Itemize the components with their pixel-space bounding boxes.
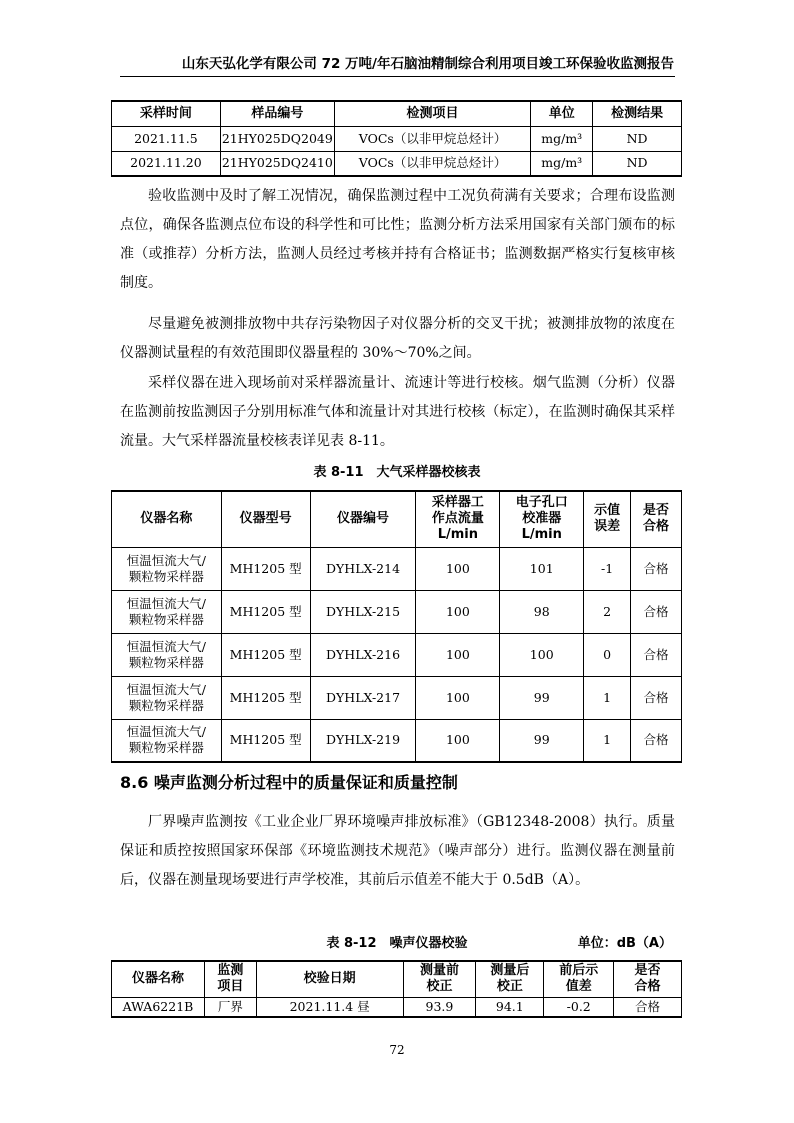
t811-cell: DYHLX-214: [310, 547, 416, 590]
voc-sample-id: 21HY025DQ2410: [220, 151, 334, 176]
voc-unit: mg/m³: [531, 151, 593, 176]
voc-date: 2021.11.5: [112, 126, 221, 151]
t812-cell: 94.1: [476, 997, 544, 1017]
page-header: 山东天弘化学有限公司 72 万吨/年石脑油精制综合利用项目竣工环保验收监测报告: [181, 56, 674, 72]
t811-header-cell: 仪器型号: [221, 491, 310, 547]
t811-cell: MH1205 型: [221, 633, 310, 676]
paragraph-3: 采样仪器在进入现场前对采样器流量计、流速计等进行校核。烟气监测（分析）仪器在监测前按监测因子分别用标准气体和流量计对其进行校核（标定），在监测时确保其采样流量。大气采样器流量校核表详见表 8-11。: [120, 375, 675, 449]
voc-result: ND: [593, 151, 682, 176]
voc-table: [111, 100, 682, 177]
t811-cell: 100: [416, 719, 500, 762]
t812-header-cell: 校验日期: [256, 961, 403, 997]
voc-sample-id: 21HY025DQ2049: [220, 126, 334, 151]
t811-cell: DYHLX-219: [310, 719, 416, 762]
t811-cell: 0: [584, 633, 631, 676]
t811-cell: -1: [584, 547, 631, 590]
t812-header-cell: 仪器名称: [112, 961, 205, 997]
t811-cell: 101: [500, 547, 584, 590]
voc-header-cell: 样品编号: [220, 101, 334, 126]
t812-cell: AWA6221B: [112, 997, 205, 1017]
voc-result: ND: [593, 126, 682, 151]
table-row: [112, 151, 682, 176]
t812-cell: 合格: [614, 997, 682, 1017]
t811-header-cell: 采样器工 作点流量 L/min: [416, 491, 500, 547]
t811-cell: 合格: [631, 719, 682, 762]
t811-cell: MH1205 型: [221, 547, 310, 590]
t811-cell: DYHLX-217: [310, 676, 416, 719]
table-8-12-unit: 单位：dB（A）: [577, 936, 672, 951]
paragraph-1: 验收监测中及时了解工况情况，确保监测过程中工况负荷满有关要求；合理布设监测点位，确保各监测点位布设的科学性和可比性；监测分析方法采用国家有关部门颁布的标准（或推荐）分析方法，监测人员经过考核并持有合格证书；监测数据严格实行复核审核制度。: [120, 188, 675, 291]
voc-header-cell: 检测结果: [593, 101, 682, 126]
t811-cell: 2: [584, 590, 631, 633]
t812-header-cell: 监测 项目: [204, 961, 256, 997]
t812-cell: -0.2: [544, 997, 614, 1017]
table-row: [112, 126, 682, 151]
t811-cell: 98: [500, 590, 584, 633]
t811-cell: 恒温恒流大气/ 颗粒物采样器: [112, 633, 222, 676]
table-row: [112, 547, 682, 590]
paragraph-2: 尽量避免被测排放物中共存污染物因子对仪器分析的交叉干扰；被测排放物的浓度在仪器测试量程的有效范围即仪器量程的 30%～70%之间。: [120, 316, 675, 361]
table-row: [112, 633, 682, 676]
t811-cell: 100: [500, 633, 584, 676]
voc-header-cell: 采样时间: [112, 101, 221, 126]
t811-header-cell: 仪器编号: [310, 491, 416, 547]
t811-cell: 1: [584, 719, 631, 762]
t811-cell: 合格: [631, 676, 682, 719]
t811-cell: MH1205 型: [221, 590, 310, 633]
table-row: [112, 676, 682, 719]
t811-cell: 100: [416, 547, 500, 590]
t811-header-cell: 示值 误差: [584, 491, 631, 547]
table-row: [112, 997, 682, 1017]
table-8-11: [111, 490, 682, 763]
t811-header-cell: 仪器名称: [112, 491, 222, 547]
header-rule: [120, 76, 675, 77]
t812-header-cell: 测量前 校正: [403, 961, 476, 997]
t811-cell: 合格: [631, 633, 682, 676]
table-row: [112, 590, 682, 633]
t812-cell: 2021.11.4 昼: [256, 997, 403, 1017]
t811-cell: 恒温恒流大气/ 颗粒物采样器: [112, 719, 222, 762]
page-number: 72: [389, 1043, 405, 1057]
voc-date: 2021.11.20: [112, 151, 221, 176]
t811-cell: 恒温恒流大气/ 颗粒物采样器: [112, 547, 222, 590]
t811-cell: 99: [500, 719, 584, 762]
table-8-12-caption: 表 8-12 噪声仪器校验: [326, 936, 468, 951]
t812-header-cell: 是否 合格: [614, 961, 682, 997]
t812-header-cell: 前后示 值差: [544, 961, 614, 997]
voc-header-cell: 单位: [531, 101, 593, 126]
t811-header-cell: 是否 合格: [631, 491, 682, 547]
t811-cell: 恒温恒流大气/ 颗粒物采样器: [112, 676, 222, 719]
t812-header-cell: 测量后 校正: [476, 961, 544, 997]
t811-cell: 99: [500, 676, 584, 719]
table-row: [112, 719, 682, 762]
table-8-12: [111, 960, 682, 1018]
t811-cell: MH1205 型: [221, 676, 310, 719]
t811-cell: DYHLX-215: [310, 590, 416, 633]
t811-cell: MH1205 型: [221, 719, 310, 762]
t811-cell: DYHLX-216: [310, 633, 416, 676]
t811-cell: 合格: [631, 547, 682, 590]
voc-item: VOCs（以非甲烷总烃计）: [334, 126, 530, 151]
t811-cell: 合格: [631, 590, 682, 633]
t811-cell: 100: [416, 590, 500, 633]
t811-cell: 100: [416, 676, 500, 719]
section-title: 8.6 噪声监测分析过程中的质量保证和质量控制: [120, 773, 458, 792]
t812-cell: 厂界: [204, 997, 256, 1017]
voc-unit: mg/m³: [531, 126, 593, 151]
t811-cell: 恒温恒流大气/ 颗粒物采样器: [112, 590, 222, 633]
t811-header-cell: 电子孔口 校准器 L/min: [500, 491, 584, 547]
voc-item: VOCs（以非甲烷总烃计）: [334, 151, 530, 176]
voc-header-cell: 检测项目: [334, 101, 530, 126]
t811-cell: 100: [416, 633, 500, 676]
table-8-11-caption: 表 8-11 大气采样器校核表: [313, 465, 481, 480]
t812-cell: 93.9: [403, 997, 476, 1017]
t811-cell: 1: [584, 676, 631, 719]
section-paragraph: 厂界噪声监测按《工业企业厂界环境噪声排放标准》（GB12348-2008）执行。质量保证和质控按照国家环保部《环境监测技术规范》（噪声部分）进行。监测仪器在测量前后，仪器在测量现场要进行声学校准，其前后示值差不能大于 0.5dB（A）。: [120, 814, 675, 888]
